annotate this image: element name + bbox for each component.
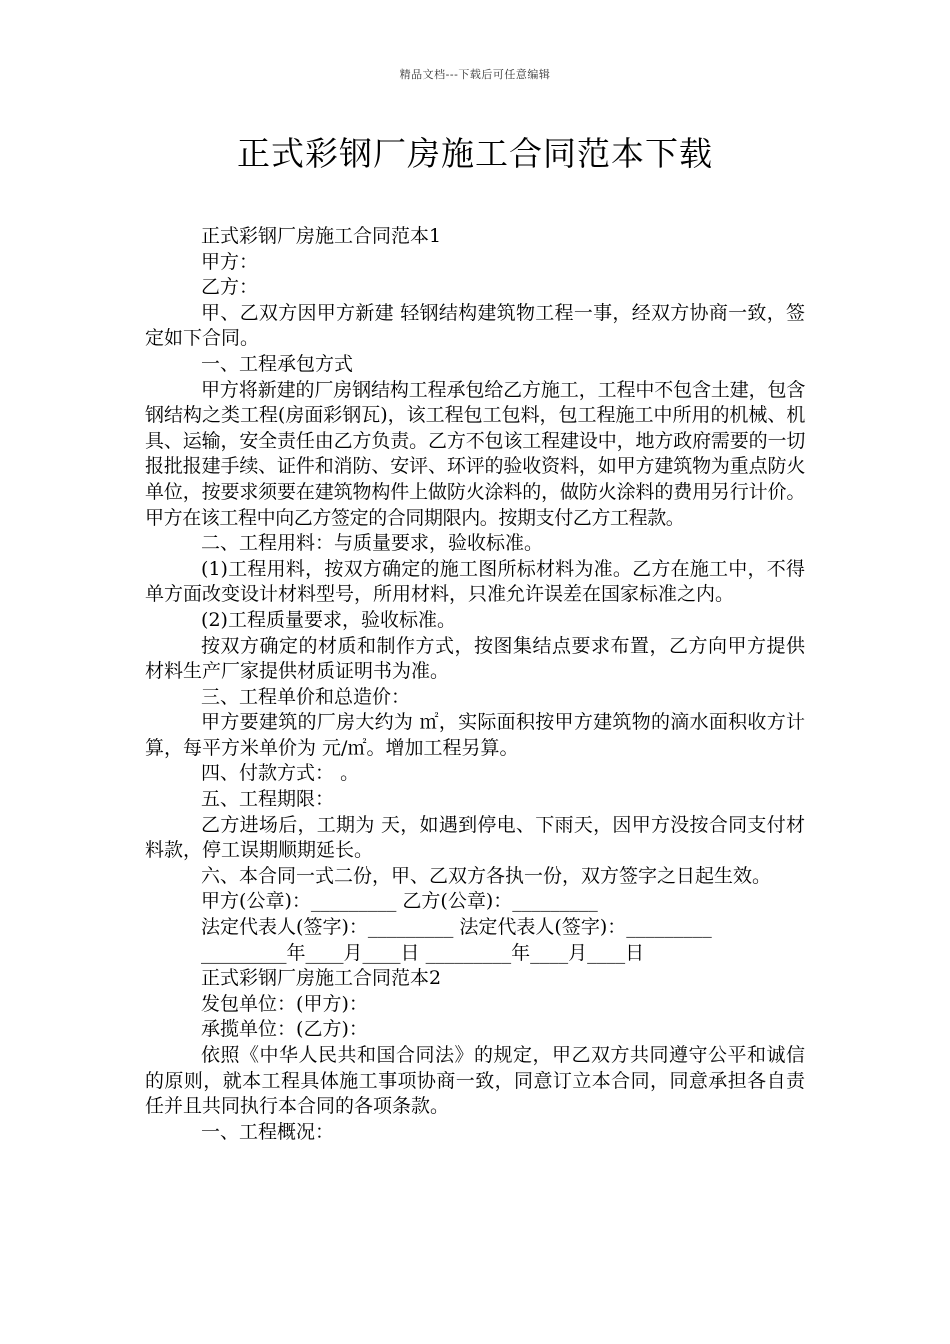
section-heading-2: 正式彩钢厂房施工合同范本2 [201, 967, 442, 990]
signature-line: 法定代表人(签字)：_________ 法定代表人(签字)：_________ [201, 916, 712, 939]
intro-paragraph: 甲、乙双方因甲方新建 轻钢结构建筑物工程一事，经双方协商一致，签定如下合同。 [145, 301, 805, 350]
party-a-line: 甲方： [201, 250, 259, 273]
date-line: _________年____月____日 _________年____月____日 [201, 941, 645, 964]
document-title: 正式彩钢厂房施工合同范本下载 [237, 134, 713, 173]
clause-heading-2: 二、工程用料：与质量要求，验收标准。 [201, 532, 544, 555]
clause-2-body: 按双方确定的材质和制作方式，按图集结点要求布置，乙方向甲方提供材料生产厂家提供材质证明书为准。 [145, 634, 805, 683]
seal-line: 甲方(公章)：_________ 乙方(公章)：_________ [201, 890, 598, 913]
section-heading-1: 正式彩钢厂房施工合同范本1 [201, 225, 442, 247]
clause-heading-3: 三、工程单价和总造价： [201, 685, 411, 708]
basis-paragraph: 依照《中华人民共和国合同法》的规定，甲乙双方共同遵守公平和诚信的原则，就本工程具体施工事项协商一致，同意订立本合同，同意承担各自责任并且共同执行本合同的各项条款。 [145, 1044, 805, 1118]
clause-3-body: 甲方要建筑的厂房大约为 ㎡，实际面积按甲方建筑物的滴水面积收方计算，每平方米单价为 元/㎡。增加工程另算。 [145, 711, 805, 759]
clause-2-item-1: (1)工程用料，按双方确定的施工图所标材料为准。乙方在施工中，不得单方面改变设计材料型号，所用材料，只准允许误差在国家标准之内。 [145, 557, 805, 606]
clause-2-item-2: (2)工程质量要求，验收标准。 [201, 608, 456, 631]
clause-heading-4: 四、付款方式： 。 [201, 762, 360, 785]
project-overview-heading: 一、工程概况： [201, 1120, 335, 1143]
document-body [145, 224, 805, 1145]
page-header-note: 精品文档---下载后可任意编辑 [399, 68, 551, 81]
clause-heading-1: 一、工程承包方式 [201, 352, 354, 375]
clause-1-body: 甲方将新建的厂房钢结构工程承包给乙方施工，工程中不包含土建，包含钢结构之类工程(房面彩钢瓦)，该工程包工包料，包工程施工中所用的机械、机具、运输，安全责任由乙方负责。乙方不包该工程建设中，地方政府需要的一切报批报建手续、证件和消防、安评、环评的验收资料，如甲方建筑物为重点防火单位，按要求须要在建筑物构件上做防火涂料的，做防火涂料的费用另行计价。甲方在该工程中向乙方签定的合同期限内。按期支付乙方工程款。 [145, 378, 805, 529]
undertaker-line: 承揽单位：(乙方)： [201, 1018, 368, 1041]
clause-5-body: 乙方进场后，工期为 天，如遇到停电、下雨天，因甲方没按合同支付材料款，停工误期顺期延长。 [145, 813, 805, 862]
clause-heading-5: 五、工程期限： [201, 788, 335, 811]
party-b-line: 乙方： [201, 276, 259, 299]
contractor-line: 发包单位：(甲方)： [201, 992, 368, 1015]
clause-6-body: 六、本合同一式二份，甲、乙双方各执一份，双方签字之日起生效。 [201, 864, 772, 887]
